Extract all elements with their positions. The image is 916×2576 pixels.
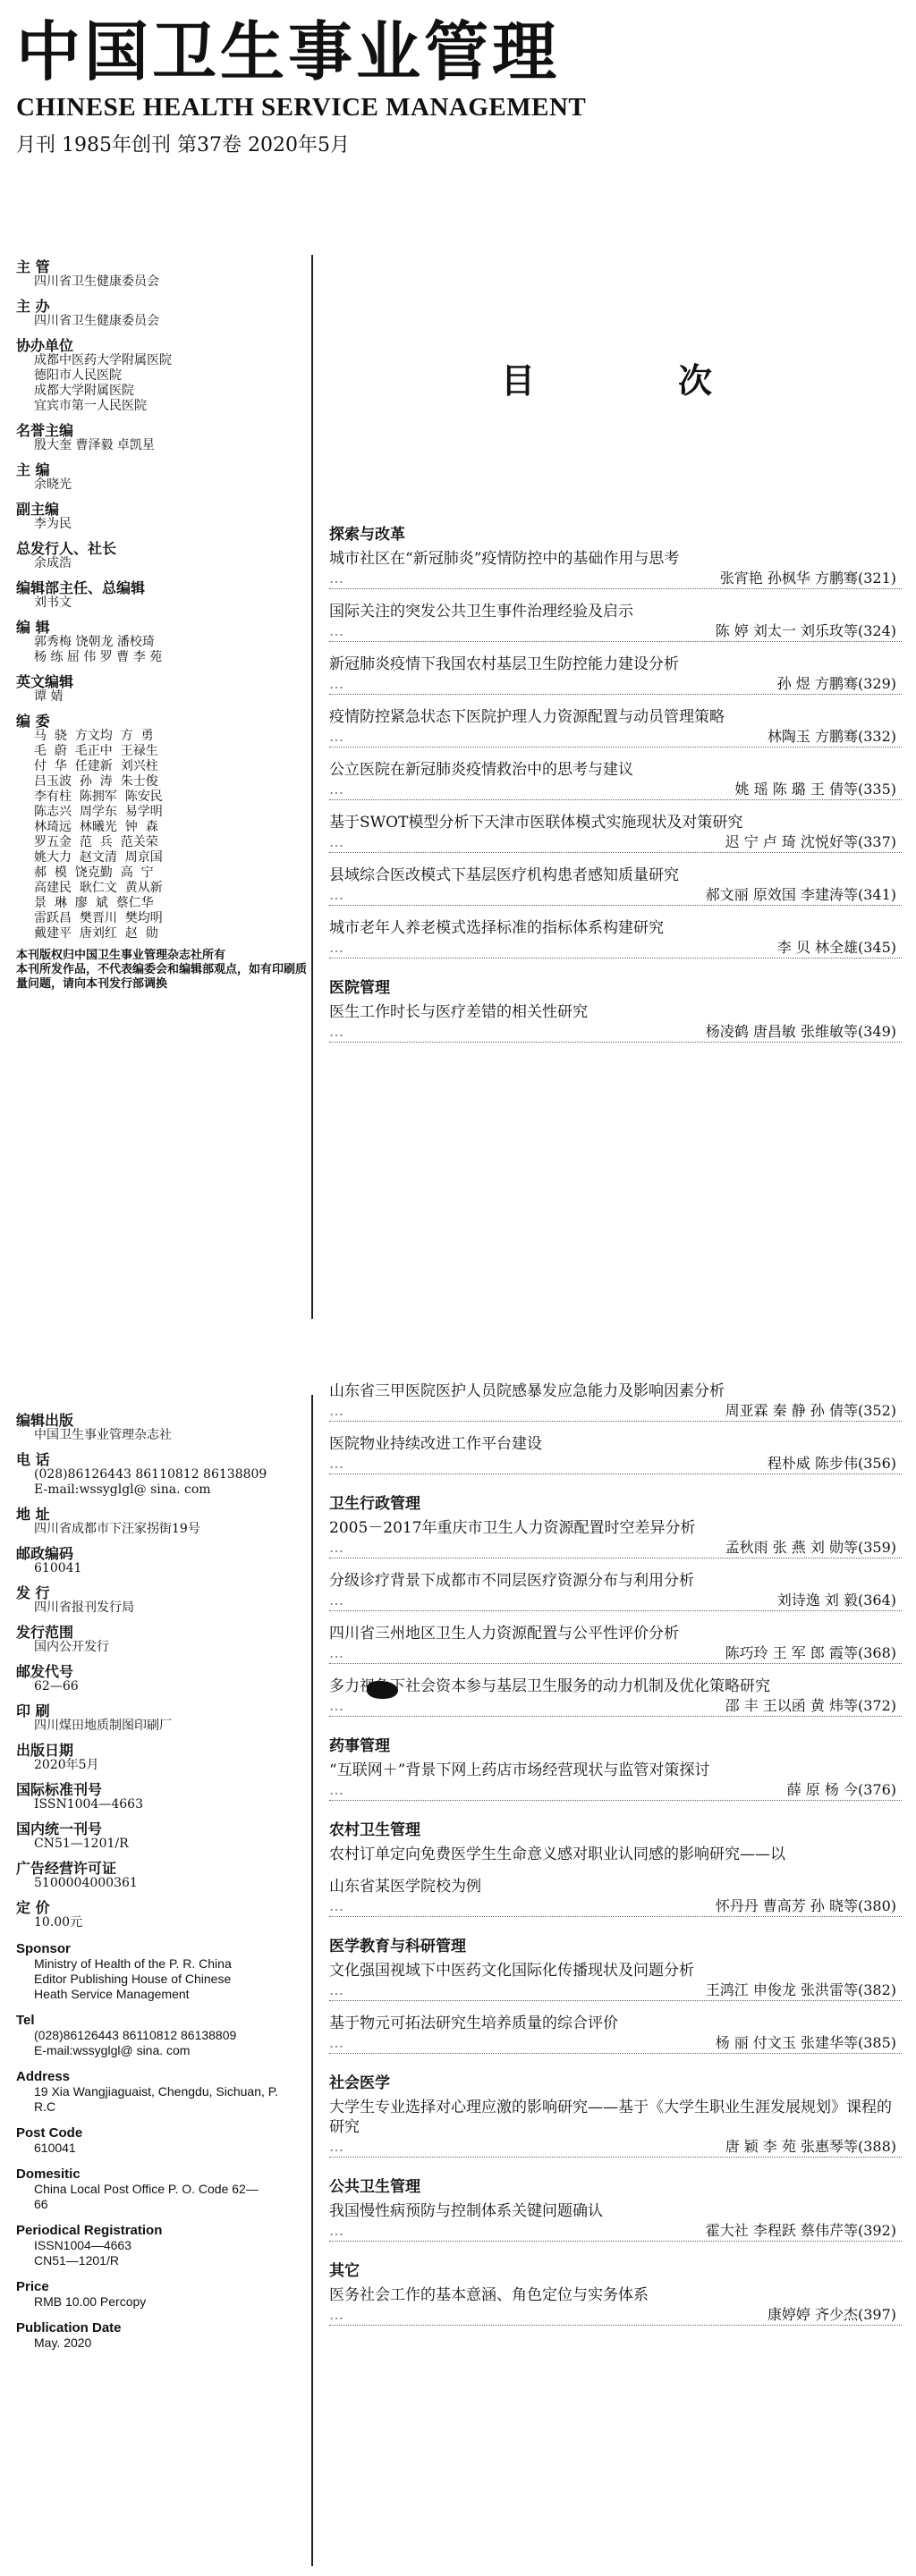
toc-entry-authors [329,2137,902,2158]
toc-section-heading: 卫生行政管理 [329,1495,420,1513]
info-value: 余晓光 [34,477,72,492]
toc-entry-authors [329,569,902,589]
toc-section-heading: 其它 [329,2262,360,2280]
toc-entry-title: 基于SWOT模型分析下天津市医联体模式实施现状及对策研究 [329,814,743,832]
info-value: 宜宾市第一人民医院 [34,399,147,413]
info-value: 四川煤田地质制图印刷厂 [34,1719,172,1733]
editorial-board-label: 编 委 [16,713,50,730]
info-label: 编 辑 [16,619,50,636]
info-value: 成都中医药大学附属医院 [34,353,172,367]
toc-entry-title: 县域综合医改模式下基层医疗机构患者感知质量研究 [329,866,679,884]
toc-entry-title: 国际关注的突发公共卫生事件治理经验及启示 [329,603,633,621]
info-label: 国际标准刊号 [16,1781,103,1798]
column-divider-bottom [311,1395,313,2566]
info-value-en: 19 Xia Wangjiaguaist, Chengdu, Sichuan, P. [34,2084,279,2099]
toc-entry-authors-text: 孟秋雨 张 燕 刘 勋等(359) [725,1539,896,1556]
toc-entry-authors [329,1538,902,1558]
copyright-notice [16,949,311,992]
toc-entry [329,655,902,695]
info-label: 电 话 [16,1451,50,1468]
info-label-en: Publication Date [16,2320,122,2335]
editorial-board-row: 景 琳 廖 斌 蔡仁华 [34,896,154,910]
toc-entry-title: 我国慢性病预防与控制体系关键问题确认 [329,2202,603,2220]
toc-entry [329,2285,902,2326]
info-value: 5100004000361 [34,1876,138,1890]
toc-entry-title: 医务社会工作的基本意涵、角色定位与实务体系 [329,2286,649,2304]
editorial-board-row: 李有柱 陈拥军 陈安民 [34,790,163,804]
toc-entry-authors-text: 孙 煜 方鹏骞(329) [776,675,896,692]
info-value: ISSN1004—4663 [34,1797,143,1812]
toc-entry-authors-text: 唐 颖 李 苑 张惠琴等(388) [725,2138,896,2155]
toc-entry-authors-text: 迟 宁 卢 琦 沈悦好等(337) [725,833,896,850]
toc-section-heading: 社会医学 [329,2074,390,2092]
info-label: 主 编 [16,461,50,478]
info-label: 副主编 [16,501,60,518]
toc-entry-title: 2005－2017年重庆市卫生人力资源配置时空差异分析 [329,1519,696,1537]
info-value-en: Heath Service Management [34,1987,190,2001]
info-label: 编辑部主任、总编辑 [16,579,146,596]
toc-leader: … [329,1697,345,1714]
toc-entry [329,918,902,959]
toc-entry [329,1677,902,1717]
toc-leader: … [329,1539,345,1556]
info-value: 中国卫生事业管理杂志社 [34,1428,172,1442]
info-label: 主 办 [16,298,50,315]
toc-entry-authors-text: 邵 丰 王以函 黄 炜等(372) [725,1697,896,1714]
toc-entry-authors-text: 杨凌鹤 唐昌敏 张维敏等(349) [705,1023,896,1040]
info-value: 殷大奎 曹泽毅 卓凯星 [34,438,155,452]
copyright-line: 本刊所发作品，不代表编委会和编辑部观点，如有印刷质量问题，请向本刊发行部调换 [16,963,308,991]
toc-entry-authors-text: 郝文丽 原效国 李建涛等(341) [705,886,896,903]
toc-leader: … [329,675,345,692]
toc-entry-title: 公立医院在新冠肺炎疫情救治中的思考与建议 [329,761,633,779]
info-value: 四川省报刊发行局 [34,1600,134,1615]
toc-entry-authors-text: 李 贝 林全雄(345) [776,939,896,956]
toc-entry-authors [329,674,902,695]
toc-leader: … [329,1402,345,1419]
info-label-en: Address [16,2069,71,2084]
toc-leader: … [329,939,345,956]
toc-entry-authors [329,1022,902,1043]
info-value-en: E-mail:wssyglgl@ sina. com [34,2043,191,2057]
info-label-en: Post Code [16,2125,83,2141]
info-label: 主 管 [16,258,50,275]
toc-entry-authors [329,1591,902,1611]
toc-heading [501,353,712,402]
info-value-en: May. 2020 [34,2335,92,2350]
info-value-en: 66 [34,2197,48,2211]
info-label-en: Tel [16,2013,35,2028]
toc-entry-authors-text: 怀丹丹 曹高芳 孙 晓等(380) [715,1897,896,1914]
toc-entry-authors [329,2221,902,2242]
toc-leader: … [329,1897,345,1914]
toc-leader: … [329,2034,345,2051]
info-value: 四川省卫生健康委员会 [34,314,159,328]
info-value: 成都大学附属医院 [34,384,134,398]
info-value: 10.00元 [34,1915,83,1930]
toc-entry-authors [329,1696,902,1717]
info-label-en: Price [16,2279,49,2294]
toc-leader: … [329,570,345,587]
info-value: 610041 [34,1561,82,1575]
journal-title-en: CHINESE HEALTH SERVICE MANAGEMENT [16,93,587,122]
toc-entry-authors [329,832,902,853]
toc-leader: … [329,1592,345,1609]
toc-heading-char-2: 次 [678,361,713,401]
toc-entry [329,2201,902,2242]
toc-entry-title: 新冠肺炎疫情下我国农村基层卫生防控能力建设分析 [329,655,679,673]
toc-entry-authors-text: 霍大社 李程跃 蔡伟芹等(392) [705,2222,896,2239]
toc-entry-authors [329,1401,902,1422]
info-label-en: Domesitic [16,2166,81,2182]
toc-entry-authors-text: 杨 丽 付文玉 张建华等(385) [715,2034,896,2051]
info-label: 发行范围 [16,1624,74,1641]
toc-leader: … [329,2222,345,2239]
toc-entry-authors-text: 林陶玉 方鹏骞(332) [767,728,896,745]
editorial-board-list [16,729,311,942]
info-value: CN51—1201/R [34,1837,129,1851]
toc-section-heading: 医学教育与科研管理 [329,1938,466,1955]
toc-entry-title: 山东省某医学院校为例 [329,1878,481,1896]
editorial-board-row: 马 骁 方文均 方 勇 [34,729,154,743]
info-label: 邮发代号 [16,1663,74,1680]
toc-entry-authors [329,727,902,747]
toc-entry [329,1845,902,1864]
toc-leader: … [329,1455,345,1472]
info-value-en: Editor Publishing House of Chinese [34,1972,232,1986]
toc-entry [329,1624,902,1664]
info-value: 国内公开发行 [34,1640,109,1654]
toc-entry [329,1002,902,1043]
toc-entry-title: “互联网＋”背景下网上药店市场经营现状与监管对策探讨 [329,1761,710,1779]
info-label: 国内统一刊号 [16,1820,103,1837]
toc-entry [329,1518,902,1558]
toc-entry-authors [329,1643,902,1664]
info-value: 62—66 [34,1679,79,1693]
toc-entry [329,866,902,906]
info-value: 德阳市人民医院 [34,368,122,383]
info-value: 余成浩 [34,556,72,570]
info-value-en: Ministry of Health of the P. R. China [34,1956,232,1971]
toc-section-heading: 探索与改革 [329,526,405,544]
toc-entry-authors [329,938,902,959]
info-label: 英文编辑 [16,673,74,690]
info-label: 编辑出版 [16,1412,74,1429]
toc-entry [329,813,902,853]
toc-entry-title: 多力视角下社会资本参与基层卫生服务的动力机制及优化策略研究 [329,1677,770,1695]
info-label: 广告经营许可证 [16,1860,117,1877]
editorial-board-row: 高建民 耿仁文 黄从新 [34,881,163,895]
toc-leader: … [329,2138,345,2155]
info-value-en: China Local Post Office P. O. Code 62— [34,2182,259,2196]
toc-section-heading: 医院管理 [329,979,390,997]
info-label: 协办单位 [16,337,74,354]
toc-entry-authors [329,780,902,800]
editorial-board-row: 吕玉波 孙 涛 朱士俊 [34,774,158,789]
toc-entry-title: 疫情防控紧急状态下医院护理人力资源配置与动员管理策略 [329,708,725,726]
editorial-board-row: 罗五金 范 兵 范关荣 [34,835,158,849]
toc-entry-authors [329,2033,902,2054]
toc-leader: … [329,728,345,745]
toc-leader: … [329,781,345,798]
journal-title-cn: 中国卫生事业管理 [16,14,561,89]
toc-entry-title: 城市老年人养老模式选择标准的指标体系构建研究 [329,919,664,937]
info-value: 李为民 [34,517,72,531]
toc-entry-title: 山东省三甲医院医护人员院感暴发应急能力及影响因素分析 [329,1382,725,1400]
toc-entry-authors [329,1780,902,1801]
info-value: 郭秀梅 饶朝龙 潘校琦 [34,635,155,649]
toc-section-heading: 农村卫生管理 [329,1821,420,1839]
editorial-board-row: 姚大力 赵文清 周京国 [34,850,163,865]
info-label: 名誉主编 [16,422,74,439]
toc-entry [329,1434,902,1474]
toc-leader: … [329,2306,345,2323]
toc-entry-authors-text: 张宵艳 孙枫华 方鹏骞(321) [719,570,896,587]
toc-entry-authors-text: 陈 婷 刘太一 刘乐玫等(324) [715,622,896,639]
info-value-en: ISSN1004—4663 [34,2238,131,2252]
editorial-board-row: 戴建平 唐刘红 赵 勋 [34,926,158,941]
toc-leader: … [329,833,345,850]
toc-entry-title: 大学生专业选择对心理应激的影响研究——基于《大学生职业生涯发展规划》课程的研究 [329,2099,892,2136]
toc-entry-authors-text: 王鸿江 申俊龙 张洪雷等(382) [705,1981,896,1998]
toc-entry-authors-text: 薛 原 杨 今(376) [786,1781,896,1798]
toc-entry-authors [329,885,902,906]
toc-entry-authors [329,1981,902,2001]
toc-leader: … [329,1981,345,1998]
toc-entry-title: 农村订单定向免费医学生生命意义感对职业认同感的影响研究——以 [329,1845,785,1863]
info-label: 总发行人、社长 [16,540,117,557]
toc-entry-title: 医生工作时长与医疗差错的相关性研究 [329,1003,588,1021]
info-label-en: Periodical Registration [16,2223,163,2238]
toc-entry-authors-text: 周亚霖 秦 静 孙 倩等(352) [725,1402,896,1419]
toc-entry-title: 基于物元可拓法研究生培养质量的综合评价 [329,2014,618,2032]
info-value: 刘书文 [34,595,72,610]
issue-info: 月刊 1985年创刊 第37卷 2020年5月 [16,134,350,156]
toc-heading-char-1: 目 [501,361,536,401]
toc-entry [329,707,902,747]
info-label: 发 行 [16,1584,50,1601]
masthead-info-top [16,250,311,992]
toc-entry-authors [329,1896,902,1917]
info-value-en: RMB 10.00 Percopy [34,2294,147,2309]
info-label: 邮政编码 [16,1545,74,1562]
info-label: 定 价 [16,1899,50,1916]
toc-entry [329,1961,902,2001]
info-value-en: 610041 [34,2141,76,2155]
toc-entry [329,549,902,589]
toc-column-bottom [329,1381,902,2338]
editorial-board-row: 郝 模 饶克勤 高 宁 [34,866,154,880]
toc-entry-authors [329,621,902,642]
toc-entry-authors-text: 姚 瑶 陈 璐 王 倩等(335) [734,781,896,798]
toc-entry [329,1761,902,1801]
toc-leader: … [329,886,345,903]
toc-entry-title: 分级诊疗背景下成都市不同层医疗资源分布与利用分析 [329,1572,694,1590]
toc-entry-title: 城市社区在“新冠肺炎”疫情防控中的基础作用与思考 [329,550,680,568]
info-label: 地 址 [16,1506,50,1523]
editorial-board-row: 雷跃昌 樊晋川 樊均明 [34,911,163,925]
toc-entry [329,1571,902,1611]
toc-section-heading: 公共卫生管理 [329,2178,420,2196]
toc-leader: … [329,622,345,639]
toc-entry-title: 四川省三州地区卫生人力资源配置与公平性评价分析 [329,1625,679,1643]
toc-entry [329,760,902,800]
info-label-en: Sponsor [16,1941,71,1956]
editorial-board-row: 林琦远 林曦光 钟 森 [34,820,158,834]
info-value: 谭 婧 [34,689,64,704]
info-value-en: CN51—1201/R [34,2253,119,2268]
masthead-info-bottom [16,1404,311,2351]
editorial-board-row: 付 华 任建新 刘兴柱 [34,759,158,773]
toc-entry-authors [329,1454,902,1474]
info-value-en: R.C [34,2099,56,2114]
info-value: 四川省成都市下汪家拐街19号 [34,1522,200,1536]
toc-leader: … [329,1023,345,1040]
info-value: 杨 练 屈 伟 罗 曹 李 苑 [34,650,163,664]
info-value-en: (028)86126443 86110812 86138809 [34,2028,237,2042]
toc-entry-title: 文化强国视域下中医药文化国际化传播现状及问题分析 [329,1962,694,1980]
info-value: (028)86126443 86110812 86138809 [34,1467,267,1482]
toc-entry-authors-text: 程朴威 陈步伟(356) [767,1455,896,1472]
editorial-board-row: 陈志兴 周学东 易学明 [34,805,163,819]
toc-leader: … [329,1644,345,1661]
toc-entry-authors-text: 康婷婷 齐少杰(397) [767,2306,896,2323]
copyright-line: 本刊版权归中国卫生事业管理杂志社所有 [16,949,226,962]
toc-section-heading: 药事管理 [329,1737,390,1755]
toc-entry [329,2014,902,2054]
column-divider-top [311,255,313,1319]
toc-entry [329,602,902,642]
info-label: 出版日期 [16,1742,74,1759]
info-value: 2020年5月 [34,1758,99,1772]
toc-leader: … [329,1781,345,1798]
toc-entry [329,1381,902,1422]
toc-column-top [329,505,902,1055]
toc-entry [329,2098,902,2158]
editorial-board-row: 毛 蔚 毛正中 王禄生 [34,744,158,758]
info-value: E-mail:wssyglgl@ sina. com [34,1482,211,1497]
toc-entry-authors-text: 陈巧玲 王 军 郎 霞等(368) [725,1644,896,1661]
toc-entry [329,1877,902,1917]
info-label: 印 刷 [16,1702,50,1719]
info-value: 四川省卫生健康委员会 [34,274,159,289]
toc-entry-authors-text: 刘诗逸 刘 毅(364) [776,1592,896,1609]
masthead [16,16,902,157]
toc-entry-authors [329,2305,902,2326]
toc-entry-title: 医院物业持续改进工作平台建设 [329,1435,542,1453]
